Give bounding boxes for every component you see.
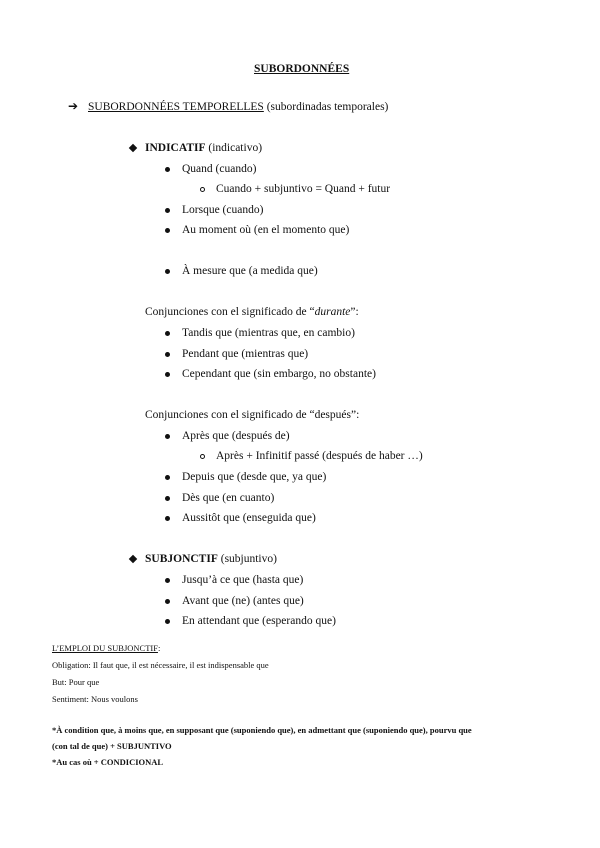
bullet-icon (165, 434, 170, 439)
emploi-heading: L’EMPLOI DU SUBJONCTIF: (52, 643, 161, 653)
emploi-line: Sentiment: Nous voulons (52, 694, 138, 704)
list-item: Avant que (ne) (antes que) (182, 595, 304, 607)
despues-intro: Conjunciones con el significado de “después”: (145, 409, 360, 421)
list-item: Tandis que (mientras que, en cambio) (182, 327, 355, 339)
list-item: Lorsque (cuando) (182, 204, 264, 216)
section-translation: (subordinadas temporales) (266, 101, 389, 113)
emploi-line: But: Pour que (52, 677, 100, 687)
bullet-icon (165, 331, 170, 336)
indicatif-heading (145, 141, 262, 155)
circle-bullet-icon (200, 187, 205, 192)
list-item: Dès que (en cuanto) (182, 492, 275, 504)
subjonctif-label: SUBJONCTIF (145, 553, 218, 565)
list-item: Pendant que (mientras que) (182, 348, 309, 360)
bullet-icon (165, 167, 170, 172)
emploi-line: Obligation: Il faut que, il est nécessaire, il est indispensable que (52, 660, 269, 670)
bullet-icon (165, 599, 170, 604)
bullet-icon (165, 352, 170, 357)
bullet-icon (165, 619, 170, 624)
list-item: Au moment où (en el momento que) (182, 224, 350, 236)
note-line: *À condition que, à moins que, en supposant que (suponiendo que), en admettant que (suponiendo que), pourvu que (52, 725, 472, 735)
bullet-icon (165, 269, 170, 274)
bullet-icon (165, 496, 170, 501)
bullet-icon (165, 228, 170, 233)
bullet-icon (165, 578, 170, 583)
section-label: SUBORDONNÉES TEMPORELLES (88, 101, 264, 113)
page-title: SUBORDONNÉES (254, 63, 350, 75)
list-item: Aussitôt que (enseguida que) (182, 512, 316, 524)
bullet-icon (165, 516, 170, 521)
subjonctif-translation: (subjuntivo) (220, 553, 277, 565)
note-line: *Au cas où + CONDICIONAL (52, 757, 164, 767)
note-line: (con tal de que) + SUBJUNTIVO (52, 741, 172, 751)
list-item: En attendant que (esperando que) (182, 615, 336, 627)
indicatif-label: INDICATIF (145, 142, 206, 154)
indicatif-translation: (indicativo) (208, 142, 263, 154)
diamond-bullet-icon (129, 144, 137, 152)
list-subitem: Cuando + subjuntivo = Quand + futur (216, 183, 391, 195)
bullet-icon (165, 208, 170, 213)
circle-bullet-icon (200, 454, 205, 459)
list-item: Après que (después de) (182, 430, 290, 442)
bullet-icon (165, 475, 170, 480)
bullet-icon (165, 372, 170, 377)
list-item: Quand (cuando) (182, 163, 257, 175)
list-subitem: Après + Infinitif passé (después de haber …) (216, 450, 423, 462)
subjonctif-heading (145, 552, 277, 566)
list-item: Cependant que (sin embargo, no obstante) (182, 368, 376, 380)
list-item: Jusqu’à ce que (hasta que) (182, 574, 304, 586)
section-heading (88, 100, 388, 114)
durante-intro: Conjunciones con el significado de “durante”: (145, 306, 359, 318)
diamond-bullet-icon (129, 555, 137, 563)
list-item: Depuis que (desde que, ya que) (182, 471, 327, 483)
arrow-icon: ➔ (68, 99, 79, 113)
list-item: À mesure que (a medida que) (182, 265, 318, 277)
